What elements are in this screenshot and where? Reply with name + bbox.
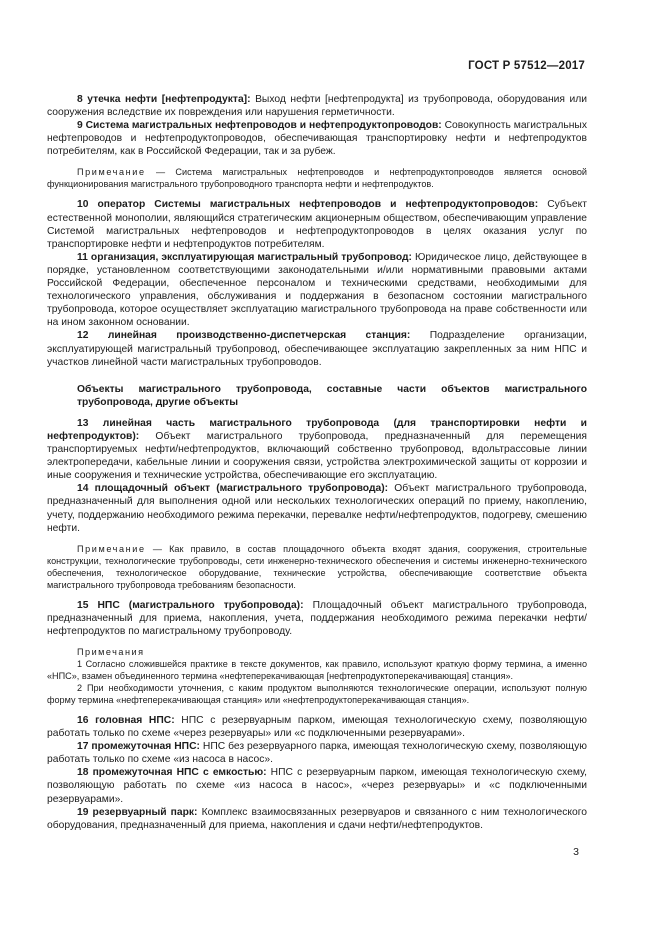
term-title: 19 резервуарный парк:: [77, 806, 198, 818]
term-title: 11 организация, эксплуатирующая магистральный трубопровод:: [77, 251, 412, 263]
term-title: 12 линейная производственно-диспетчерская станция:: [77, 330, 411, 342]
term-title: 17 промежуточная НПС:: [77, 741, 200, 753]
document-body: [47, 93, 587, 832]
term-entry-14: [47, 482, 587, 534]
term-definition: Комплекс взаимосвязанных резервуаров и связанного с ним технологического оборудования, предназначенный для приема, накопления и сдачи нефти/нефтепродуктов.: [47, 806, 587, 831]
standard-header: ГОСТ Р 57512—2017: [468, 60, 585, 72]
note-item-2: 2 При необходимости уточнения, с каким продуктом выполняются технологические операции, используют полную форму термина «нефтеперекачивающая станция» или «нефтепродуктоперекачивающая станция».: [47, 683, 587, 705]
note-text: — Как правило, в состав площадочного объекта входят здания, сооружения, строительные конструкции, технологические трубопроводы, сети инженерно-технического обеспечения и системы инженерно-технического обеспечения, технологическое оборудование, технические устройства, обеспечивающие соответствие объекта магистрального трубопровода требованиям безопасности.: [47, 543, 587, 590]
term-definition: Выход нефти [нефтепродукта] из трубопровода, оборудования или сооружения вследствие их повреждения или нарушения герметичности.: [47, 94, 587, 119]
term-title: 10 оператор Системы магистральных нефтепроводов и нефтепродуктопроводов:: [77, 199, 539, 211]
term-title: 8 утечка нефти [нефтепродукта]:: [77, 94, 251, 105]
term-title: 9 Система магистральных нефтепроводов и нефтепродуктопроводов:: [77, 120, 442, 132]
term-entry-16: [47, 714, 587, 740]
term-entry-15: [47, 599, 587, 638]
term-definition: Юридическое лицо, действующее в порядке, установленном соответствующими законодательными и/или нормативными правовыми актами Российской Федерации, обеспеченное персоналом и техническими средствами, необходимыми для технологического управления, обслуживания и поддержания в безопасном состоянии магистрального трубопровода, которое осуществляет эксплуатацию магистрального трубопровода на праве собственности или на ином законном основании.: [47, 251, 587, 329]
page-number: 3: [573, 846, 579, 858]
term-title: 14 площадочный объект (магистрального трубопровода):: [77, 483, 389, 495]
term-entry-18: [47, 766, 587, 805]
term-definition: НПС без резервуарного парка, имеющая технологическую схему, позволяющую работать только по схеме «из насоса в насос».: [47, 741, 587, 766]
term-entry-8: [47, 93, 587, 119]
term-definition: НПС с резервуарным парком, имеющая технологическую схему, позволяющую работать только по схеме «через резервуары» или «с подключенными резервуарами».: [47, 715, 587, 740]
term-entry-11: [47, 251, 587, 330]
section-heading: Объекты магистрального трубопровода, составные части объектов магистрального трубопровода, другие объекты: [77, 383, 587, 408]
note-item-1: 1 Согласно сложившейся практике в тексте документов, как правило, используют краткую форму термина, а именно «НПС», взамен объединенного термина «нефтеперекачивающая [нефтепродуктоперекачивающая] станция».: [47, 659, 587, 681]
term-definition: Совокупность магистральных нефтепроводов и нефтепродуктопроводов, обеспечивающая транспортировку нефти и нефтепродуктов потребителям, как в Российской Федерации, так и за рубеж.: [47, 120, 587, 158]
term-title: 16 головная НПС:: [77, 715, 175, 726]
term-definition: НПС с резервуарным парком, имеющая технологическую схему, позволяющую работать по схеме «из насоса в насос», «через резервуары» и «с подключенными резервуарами».: [47, 767, 587, 805]
term-definition: Подразделение организации, эксплуатирующей магистральный трубопровод, обеспечивающее эксплуатацию закрепленных за ним НПС и участков линейной части магистральных трубопроводов.: [47, 330, 587, 368]
term-title: 15 НПС (магистрального трубопровода):: [77, 599, 304, 611]
note-entry-14: [47, 543, 587, 591]
term-definition: Площадочный объект магистрального трубопровода, предназначенный для приема, накопления, учета, поддержания необходимого режима перекачки нефти/нефтепродуктов по магистральному трубопроводу.: [47, 599, 587, 637]
term-entry-10: [47, 198, 587, 250]
note-label: Примечание: [77, 543, 146, 554]
note-text: — Система магистральных нефтепроводов и нефтепродуктопроводов является основой функционирования магистрального трубопроводного транспорта нефти и нефтепродуктов.: [47, 167, 587, 190]
term-entry-12: [47, 329, 587, 368]
term-entry-17: [47, 740, 587, 766]
term-definition: Субъект естественной монополии, являющийся стратегическим акционерным обществом, обеспечивающим управление Системой магистральных нефтепроводов и нефтепродуктопроводов в целях оказания услуг по транспортировке нефти и нефтепродуктов потребителям.: [47, 199, 587, 250]
term-title: 18 промежуточная НПС с емкостью:: [77, 767, 267, 779]
term-definition: Объект магистрального трубопровода, предназначенный для перемещения транспортируемых нефти/нефтепродуктов, включающий собственно трубопровод, вдольтрассовые линии электропередачи, кабельные линии и сооружения связи, устройства электрохимической защиты от коррозии и иные сооружения и технические устройства, обеспечивающие его эксплуатацию.: [47, 430, 587, 482]
term-entry-13: [47, 417, 587, 482]
term-title: 13 линейная часть магистрального трубопровода (для транспортировки нефти и нефтепродуктов):: [47, 417, 587, 442]
term-entry-19: [47, 806, 587, 832]
notes-label: Примечания: [77, 647, 145, 657]
note-entry-9: [47, 166, 587, 190]
term-definition: Объект магистрального трубопровода, предназначенный для выполнения одной или нескольких технологических операций по приему, накоплению, учету, поддержанию необходимого режима перекачки, перевалке нефти/нефтепродуктов, подогреву, смешению нефти.: [47, 483, 588, 534]
note-label: Примечание: [77, 167, 146, 178]
term-entry-9: [47, 119, 587, 158]
